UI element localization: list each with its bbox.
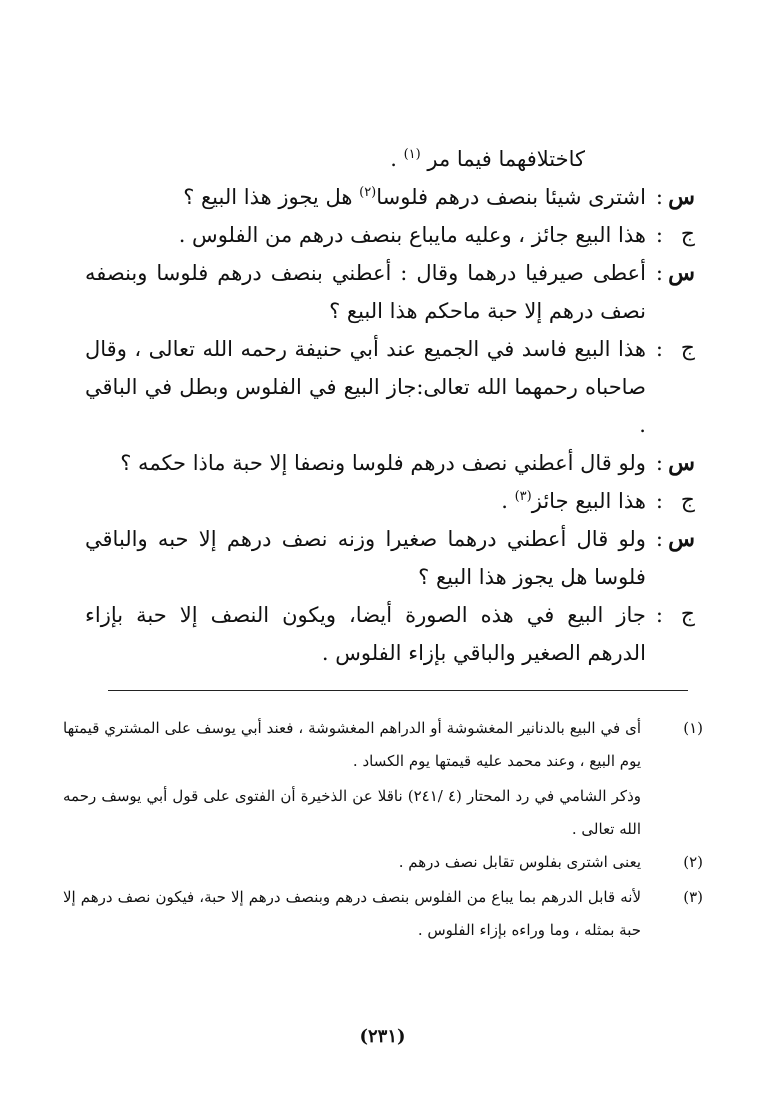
answer-text: هذا البيع جائز ، وعليه ماي‍باع بنصف درهم من الفلوس .: [178, 223, 646, 247]
qa-entry-answer: [85, 330, 695, 444]
opening-line: [85, 140, 695, 178]
qa-entry-answer: [85, 482, 695, 520]
footnote-ref-1: (١): [403, 147, 421, 162]
answer-marker: ج: [680, 336, 695, 361]
question-text: أعطى صيرفيا درهما وقال : أعطني بنصف درهم فلوسا وبنصفه نصف درهم إلا حبة ماحكم هذا البيع ؟: [85, 261, 646, 323]
footnotes: [63, 712, 703, 949]
footnote-ref-2: (٢): [359, 185, 377, 200]
footnote: [63, 712, 703, 778]
question-text-part: اشترى شيئا بنصف درهم فلوسا: [376, 185, 646, 209]
opening-text: كاختلافهما فيما مر: [427, 147, 585, 171]
answer-text-part: .: [501, 489, 508, 513]
marker-separator: :: [655, 337, 663, 361]
marker-separator: :: [655, 489, 663, 513]
question-text: [85, 178, 646, 216]
qa-entry-question: [85, 178, 695, 216]
answer-marker: ج: [680, 222, 695, 247]
footnote-number: (٢): [683, 853, 703, 871]
opening-end: .: [390, 147, 397, 171]
question-marker: س: [668, 526, 695, 552]
qa-entry-answer: [85, 216, 695, 254]
marker-separator: :: [655, 223, 663, 247]
qa-entry-answer: [85, 596, 695, 672]
marker-separator: :: [655, 185, 663, 209]
footnote: [63, 846, 703, 879]
qa-entry-question: [85, 254, 695, 330]
footnote: [63, 881, 703, 947]
main-text: [85, 140, 695, 672]
question-marker: س: [668, 450, 695, 476]
marker-separator: :: [655, 261, 663, 285]
marker-separator: :: [655, 451, 663, 475]
page-number: (٢٣١): [359, 1026, 406, 1047]
marker-separator: :: [655, 603, 663, 627]
question-text-part: هل يجوز هذا البيع ؟: [183, 185, 353, 209]
answer-text: [85, 482, 646, 520]
question-marker: س: [668, 184, 695, 210]
answer-text-part: هذا البيع جائز: [531, 489, 646, 513]
footnote-divider: [108, 690, 688, 691]
footnote-text: أى في البيع بالدنانير المغشوشة أو الدراهم المغشوشة ، فعند أبي يوسف على المشتري قيمتها يوم البيع ، وعند محمد عليه قيمتها يوم الكساد .: [63, 719, 641, 770]
question-text: ولو قال أعطني نصف درهم فلوسا ونصفا إلا حبة ماذا حكمه ؟: [120, 451, 646, 475]
question-marker: س: [668, 260, 695, 286]
qa-entry-question: [85, 520, 695, 596]
qa-entry-question: [85, 444, 695, 482]
footnote-number: (١): [683, 719, 703, 737]
footnote-continuation: وذكر الشامي في رد المحتار (٤ /٢٤١) ناقلا عن الذخيرة أن الفتوى على قول أبي يوسف رحمه الله تعالى .: [63, 787, 641, 838]
footnote-text: يعنى اشترى بفلوس تقابل نصف درهم .: [398, 853, 641, 871]
answer-text: جاز البيع في هذه الصورة أيضا، ويكون النصف إلا حبة بإزاء الدرهم الصغير والباقي بإزاء الفلوس .: [85, 603, 646, 665]
answer-marker: ج: [680, 488, 695, 513]
footnote-number: (٣): [683, 888, 703, 906]
answer-marker: ج: [680, 602, 695, 627]
question-text: ولو قال أعطني درهما صغيرا وزنه نصف درهم إلا حبه والباقي فلوسا هل يجوز هذا البيع ؟: [85, 527, 646, 589]
footnote-text: لأنه قابل الدرهم بما يباع من الفلوس بنصف درهم وبنصف درهم إلا حبة، فيكون نصف درهم إلا حبة بمثله ، وما وراءه بإزاء الفلوس .: [63, 888, 641, 939]
marker-separator: :: [655, 527, 663, 551]
answer-text: هذا البيع فاسد في الجميع عند أبي حنيفة رحمه الله تعالى ، وقال صاحباه رحمهما الله تعالى:جاز البيع في الفلوس وبطل في الباقي .: [85, 337, 646, 437]
footnote-ref-3: (٣): [514, 489, 532, 504]
